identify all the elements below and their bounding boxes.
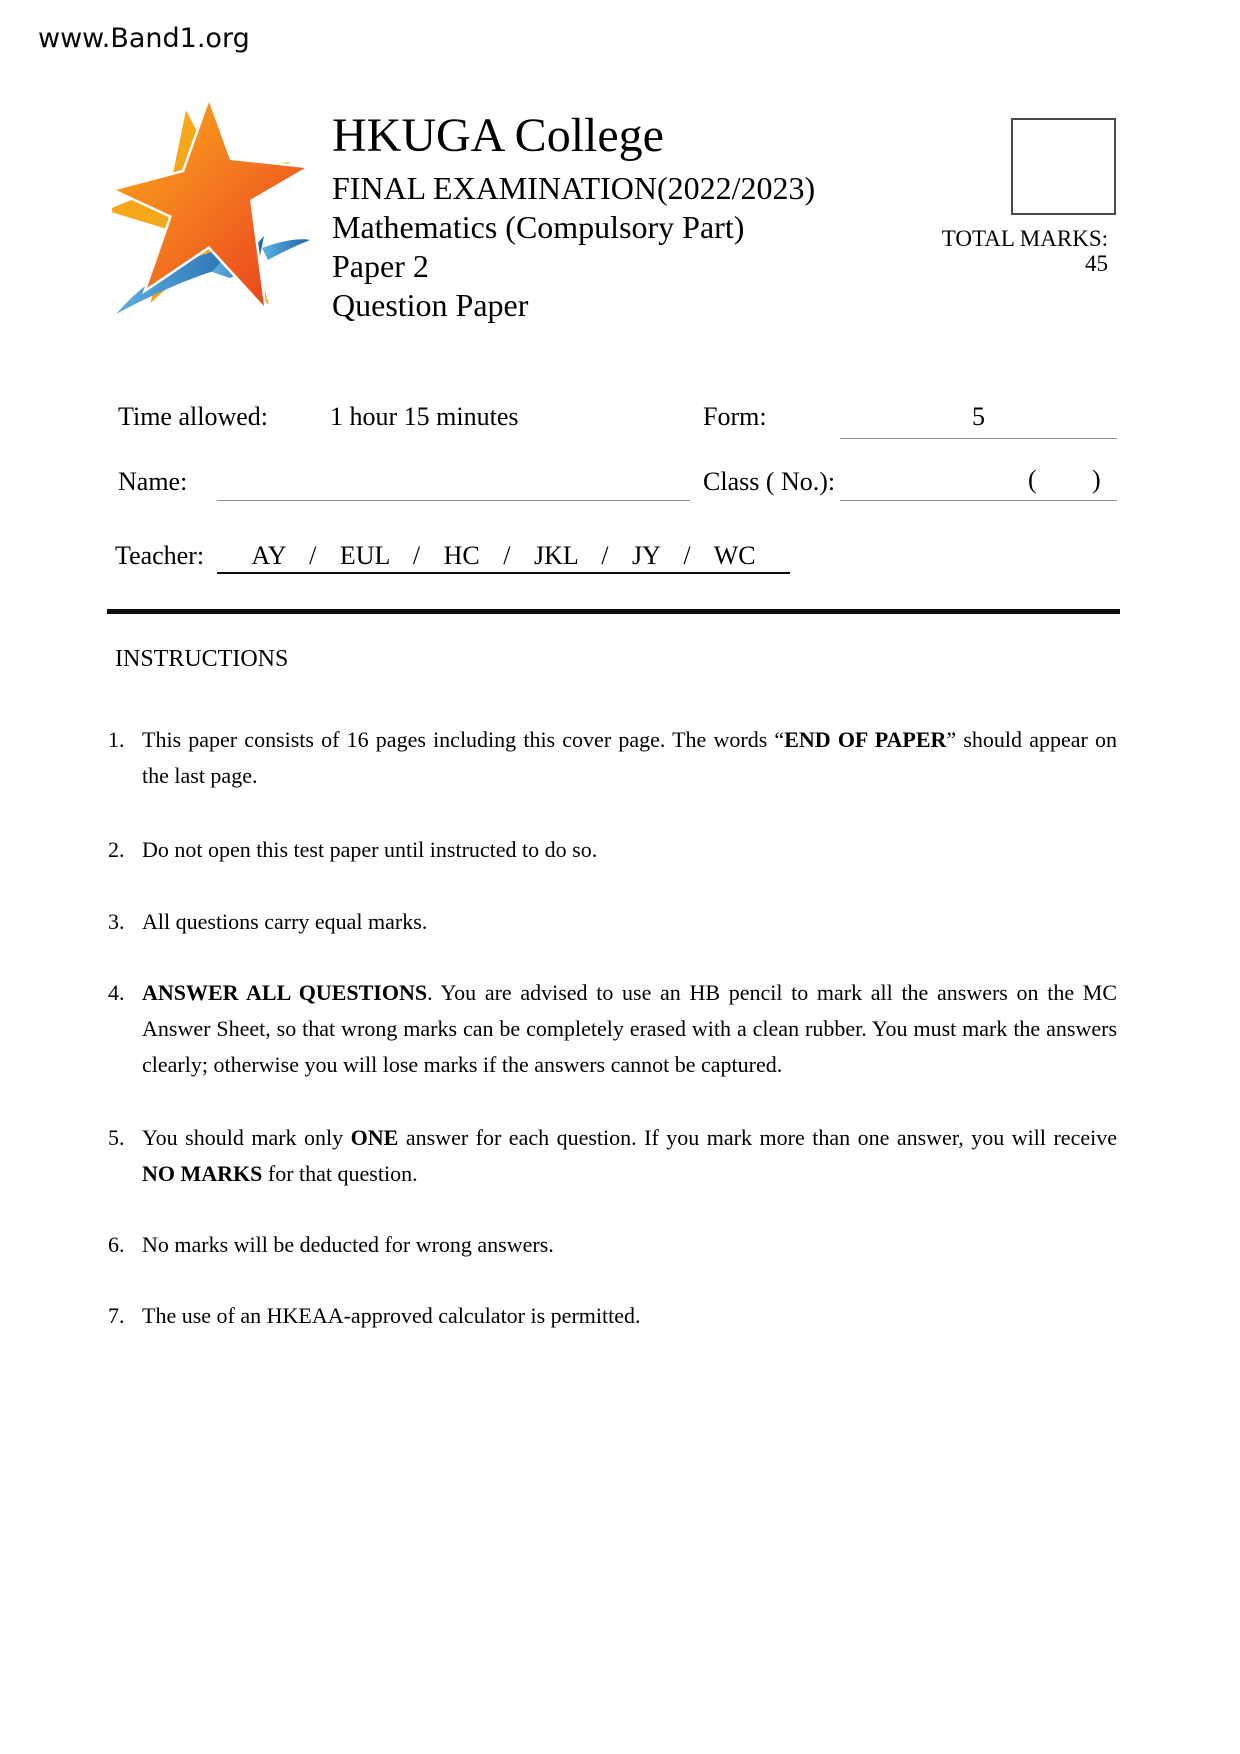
instruction-text: The use of an HKEAA-approved calculator is permitted. [142, 1303, 641, 1328]
class-no-paren-open: ( [1028, 465, 1037, 494]
instruction-number: 7. [108, 1303, 125, 1328]
class-no-label: Class ( No.): [703, 467, 836, 496]
teacher-label: Teacher: [115, 541, 205, 570]
site-watermark: www.Band1.org [38, 23, 250, 54]
instruction-number: 1. [108, 727, 125, 752]
form-label: Form: [703, 402, 767, 431]
instructions-heading: INSTRUCTIONS [115, 646, 289, 672]
marks-box [1011, 118, 1116, 215]
exam-title: FINAL EXAMINATION(2022/2023) [332, 170, 816, 206]
instruction-number: 4. [108, 980, 125, 1005]
time-allowed-label: Time allowed: [118, 402, 268, 431]
class-no-paren-close: ) [1092, 465, 1101, 494]
instruction-text: Do not open this test paper until instructed to do so. [142, 837, 598, 862]
header-divider-rule [107, 609, 1120, 614]
instruction-number: 6. [108, 1232, 125, 1257]
instruction-text: ANSWER ALL QUESTIONS. You are advised to use an HB pencil to mark all the answers on the MC Answer Sheet, so that wrong marks can be completely erased with a clean rubber. You must mark the answers clearly; otherwise you will lose marks if the answers cannot be captured. [142, 980, 1117, 1077]
school-logo [112, 98, 312, 322]
teacher-options: AY / EUL / HC / JKL / JY / WC [217, 541, 790, 574]
school-name: HKUGA College [332, 109, 664, 162]
instruction-text: You should mark only ONE answer for each question. If you mark more than one answer, you will receive NO MARKS for that question. [142, 1125, 1117, 1186]
instruction-text: All questions carry equal marks. [142, 909, 428, 934]
instruction-number: 5. [108, 1125, 125, 1150]
class-value-line [840, 467, 1117, 501]
instruction-number: 3. [108, 909, 125, 934]
name-value-line [217, 467, 690, 501]
logo-star-main [116, 102, 305, 306]
instruction-text: This paper consists of 16 pages including this cover page. The words “END OF PAPER” should appear on the last page. [142, 727, 1117, 788]
instruction-number: 2. [108, 837, 125, 862]
name-label: Name: [118, 467, 188, 496]
instruction-text: No marks will be deducted for wrong answers. [142, 1232, 554, 1257]
subject-title: Mathematics (Compulsory Part) [332, 209, 745, 245]
form-value-line: 5 [840, 402, 1117, 439]
time-allowed-value: 1 hour 15 minutes [330, 402, 519, 431]
paper-number: Paper 2 [332, 248, 429, 284]
total-marks-label: TOTAL MARKS: 45 [941, 226, 1108, 277]
document-type: Question Paper [332, 287, 529, 323]
